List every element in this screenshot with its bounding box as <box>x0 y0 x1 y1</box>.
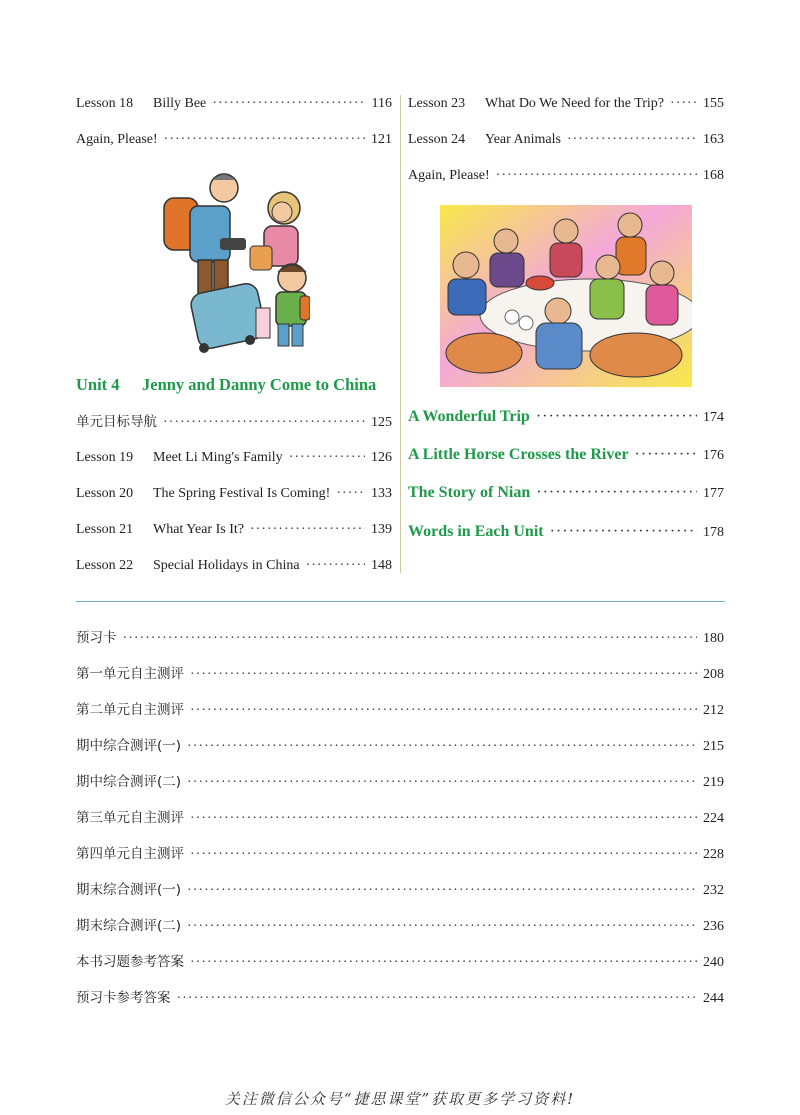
leader-dots <box>567 131 697 149</box>
entry-title: 单元目标导航 <box>76 414 157 430</box>
page-number: 155 <box>703 96 724 111</box>
leader-dots <box>250 521 365 539</box>
entry-title: 期末综合测评(一) <box>76 882 182 898</box>
entry-title: 期末综合测评(二) <box>76 918 182 934</box>
toc-entry-lesson-21[interactable] <box>76 521 392 539</box>
family-travel-illustration <box>160 168 310 358</box>
page-number: 139 <box>371 522 392 537</box>
reading-title: A Little Horse Crosses the River <box>408 446 629 463</box>
toc-entry-lesson-19[interactable] <box>76 449 392 467</box>
entry-title: 预习卡参考答案 <box>76 990 171 1006</box>
leader-dots <box>177 990 698 1008</box>
leader-dots <box>336 485 365 503</box>
toc-entry-midterm-test-1[interactable] <box>76 737 724 756</box>
leader-dots <box>670 95 697 113</box>
toc-entry-midterm-test-2[interactable] <box>76 773 724 792</box>
dumpling-party-illustration <box>440 205 692 387</box>
unit-number: Unit 4 <box>76 375 120 394</box>
leader-dots <box>190 666 697 684</box>
leader-dots <box>496 167 697 185</box>
toc-entry-again-please-2[interactable] <box>408 167 724 185</box>
toc-entry-story-of-nian[interactable] <box>408 484 724 503</box>
page-number: 125 <box>371 415 392 430</box>
lesson-number: Lesson 24 <box>408 132 466 147</box>
leader-dots <box>163 414 365 432</box>
page-number: 244 <box>703 991 724 1006</box>
leader-dots <box>190 846 697 864</box>
toc-entry-lesson-24[interactable] <box>408 131 724 149</box>
page-number: 180 <box>703 631 724 646</box>
leader-dots <box>187 774 697 792</box>
leader-dots <box>212 95 365 113</box>
lesson-title: Year Animals <box>485 132 561 147</box>
toc-entry-wonderful-trip[interactable] <box>408 408 724 427</box>
page-number: 126 <box>371 450 392 465</box>
reading-title: Words in Each Unit <box>408 523 544 540</box>
toc-entry-lesson-23[interactable] <box>408 95 724 113</box>
toc-entry-lesson-20[interactable] <box>76 485 392 503</box>
page-number: 133 <box>371 486 392 501</box>
toc-entry-unit1-test[interactable] <box>76 665 724 684</box>
leader-dots <box>550 523 697 541</box>
page-number: 148 <box>371 558 392 573</box>
leader-dots <box>187 738 697 756</box>
toc-entry-lesson-22[interactable] <box>76 557 392 575</box>
section-divider <box>76 601 725 602</box>
toc-entry-preview-card[interactable] <box>76 629 724 648</box>
toc-entry-words-in-each-unit[interactable] <box>408 523 724 542</box>
page-number: 215 <box>703 739 724 754</box>
page-number: 174 <box>703 410 724 425</box>
toc-entry-again-please-1[interactable] <box>76 131 392 149</box>
toc-entry-unit3-test[interactable] <box>76 809 724 828</box>
leader-dots <box>187 882 697 900</box>
entry-title: 第三单元自主测评 <box>76 810 184 826</box>
column-divider <box>400 95 401 573</box>
page-number: 219 <box>703 775 724 790</box>
page-number: 163 <box>703 132 724 147</box>
toc-entry-unit4-test[interactable] <box>76 845 724 864</box>
entry-title: 本书习题参考答案 <box>76 954 184 970</box>
lesson-title: Billy Bee <box>153 96 207 111</box>
leader-dots <box>536 484 697 502</box>
leader-dots <box>306 557 365 575</box>
toc-entry-final-test-1[interactable] <box>76 881 724 900</box>
leader-dots <box>123 630 698 648</box>
toc-entry-exercise-answers[interactable] <box>76 953 724 972</box>
reading-title: A Wonderful Trip <box>408 408 530 425</box>
unit-title: Jenny and Danny Come to China <box>142 375 377 394</box>
page-number: 177 <box>703 486 724 501</box>
page-number: 178 <box>703 525 724 540</box>
lesson-number: Lesson 20 <box>76 486 134 501</box>
lesson-number: Lesson 18 <box>76 96 134 111</box>
lesson-number: Lesson 22 <box>76 558 134 573</box>
entry-title: 第二单元自主测评 <box>76 702 184 718</box>
page-number: 228 <box>703 847 724 862</box>
leader-dots <box>187 918 697 936</box>
page-number: 224 <box>703 811 724 826</box>
toc-entry-unit2-test[interactable] <box>76 701 724 720</box>
page-number: 212 <box>703 703 724 718</box>
lesson-title: Meet Li Ming's Family <box>153 450 283 465</box>
lesson-title: The Spring Festival Is Coming! <box>153 486 331 501</box>
toc-entry-final-test-2[interactable] <box>76 917 724 936</box>
entry-title: Again, Please! <box>76 132 158 147</box>
unit-4-heading[interactable] <box>76 375 376 395</box>
page-number: 176 <box>703 448 724 463</box>
lesson-number: Lesson 23 <box>408 96 466 111</box>
page-number: 240 <box>703 955 724 970</box>
page-number: 236 <box>703 919 724 934</box>
lesson-number: Lesson 19 <box>76 450 134 465</box>
lesson-number: Lesson 21 <box>76 522 134 537</box>
page-number: 121 <box>371 132 392 147</box>
toc-entry-lesson-18[interactable] <box>76 95 392 113</box>
leader-dots <box>190 810 697 828</box>
toc-entry-unit-goals[interactable] <box>76 413 392 432</box>
entry-title: 第四单元自主测评 <box>76 846 184 862</box>
leader-dots <box>190 702 697 720</box>
lesson-title: What Year Is It? <box>153 522 244 537</box>
lesson-title: What Do We Need for the Trip? <box>485 96 665 111</box>
leader-dots <box>289 449 365 467</box>
toc-entry-little-horse[interactable] <box>408 446 724 465</box>
page-number: 168 <box>703 168 724 183</box>
entry-title: 期中综合测评(一) <box>76 738 182 754</box>
page-number: 208 <box>703 667 724 682</box>
page-number: 116 <box>371 96 392 111</box>
entry-title: 预习卡 <box>76 630 117 646</box>
leader-dots <box>536 408 697 426</box>
toc-entry-preview-card-answers[interactable] <box>76 989 724 1008</box>
entry-title: 第一单元自主测评 <box>76 666 184 682</box>
page-number: 232 <box>703 883 724 898</box>
leader-dots <box>190 954 697 972</box>
entry-title: 期中综合测评(二) <box>76 774 182 790</box>
entry-title: Again, Please! <box>408 168 490 183</box>
footer-watermark-text: 关注微信公众号“捷思课堂”获取更多学习资料! <box>224 1090 576 1108</box>
lesson-title: Special Holidays in China <box>153 558 300 573</box>
reading-title: The Story of Nian <box>408 484 531 501</box>
leader-dots <box>164 131 365 149</box>
leader-dots <box>635 446 697 464</box>
